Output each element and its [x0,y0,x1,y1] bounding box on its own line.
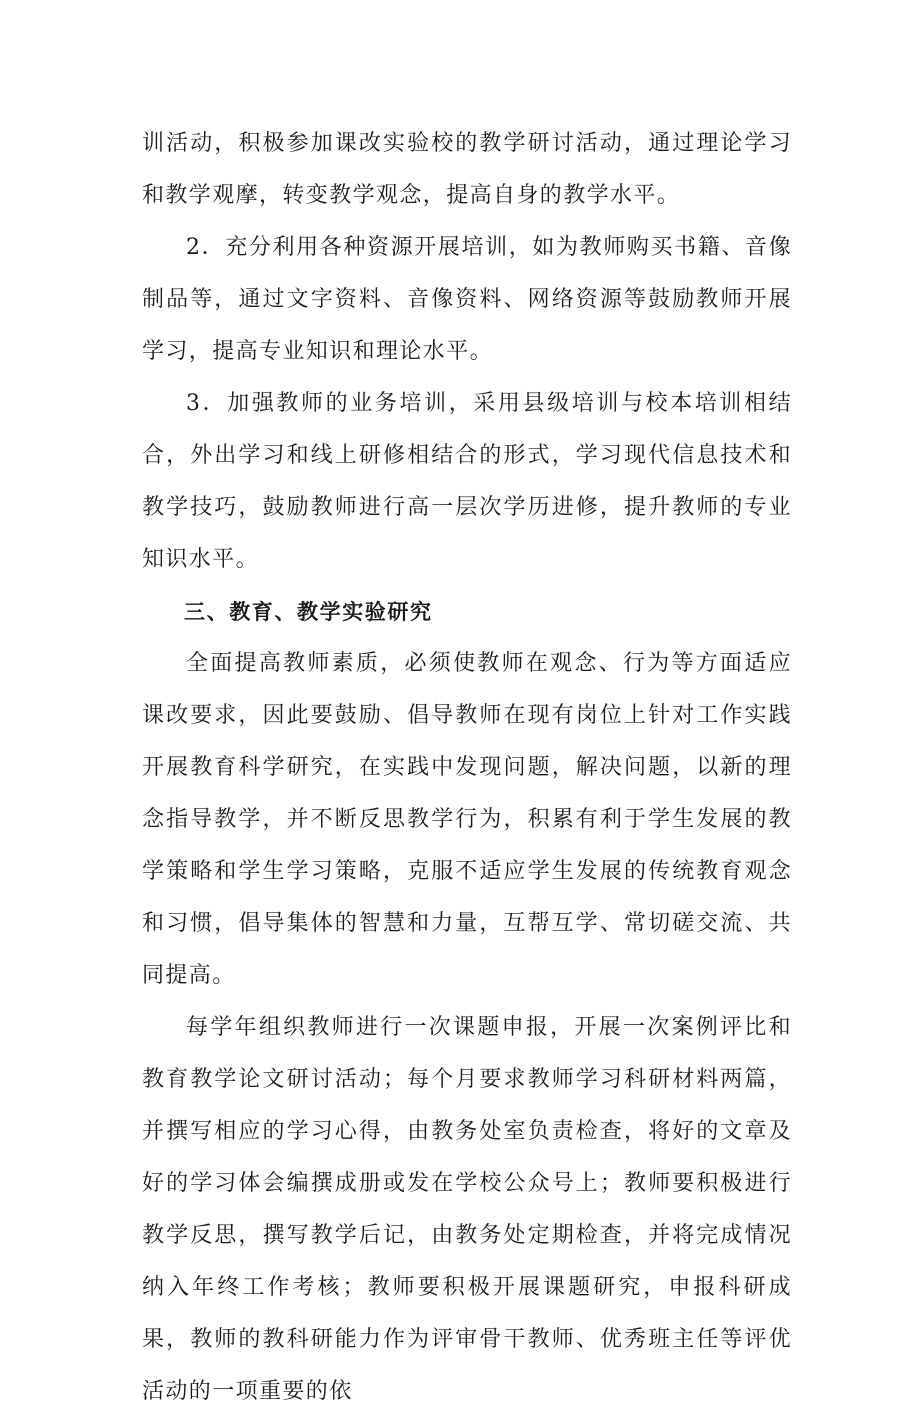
paragraph-continued: 训活动，积极参加课改实验校的教学研讨活动，通过理论学习和教学观摩，转变教学观念，提高自身的教学水平。 [142,131,792,208]
paragraph-section-2: 每学年组织教师进行一次课题申报，开展一次案例评比和教育教学论文研讨活动；每个月要求教师学习科研材料两篇，并撰写相应的学习心得，由教务处室负责检查，将好的文章及好的学习体会编撰成册或发在学校公众号上；教师要积极进行教学反思，撰写教学后记，由教务处定期检查，并将完成情况纳入年终工作考核；教师要积极开展课题研究，申报科研成果，教师的教科研能力作为评审骨干教师、优秀班主任等评优活动的一项重要的依 [142,1015,792,1404]
section-heading: 三、教育、教学实验研究 [184,600,433,624]
document-body [142,118,792,1418]
paragraph-item-2: 2．充分利用各种资源开展培训，如为教师购买书籍、音像制品等，通过文字资料、音像资料、网络资源等鼓励教师开展学习，提高专业知识和理论水平。 [142,235,792,364]
paragraph-item-3: 3．加强教师的业务培训，采用县级培训与校本培训相结合，外出学习和线上研修相结合的形式，学习现代信息技术和教学技巧，鼓励教师进行高一层次学历进修，提升教师的专业知识水平。 [142,391,792,572]
paragraph-section-1: 全面提高教师素质，必须使教师在观念、行为等方面适应课改要求，因此要鼓励、倡导教师在现有岗位上针对工作实践开展教育科学研究，在实践中发现问题，解决问题，以新的理念指导教学，并不断反思教学行为，积累有利于学生发展的教学策略和学生学习策略，克服不适应学生发展的传统教育观念和习惯，倡导集体的智慧和力量，互帮互学、常切磋交流、共同提高。 [142,651,792,988]
